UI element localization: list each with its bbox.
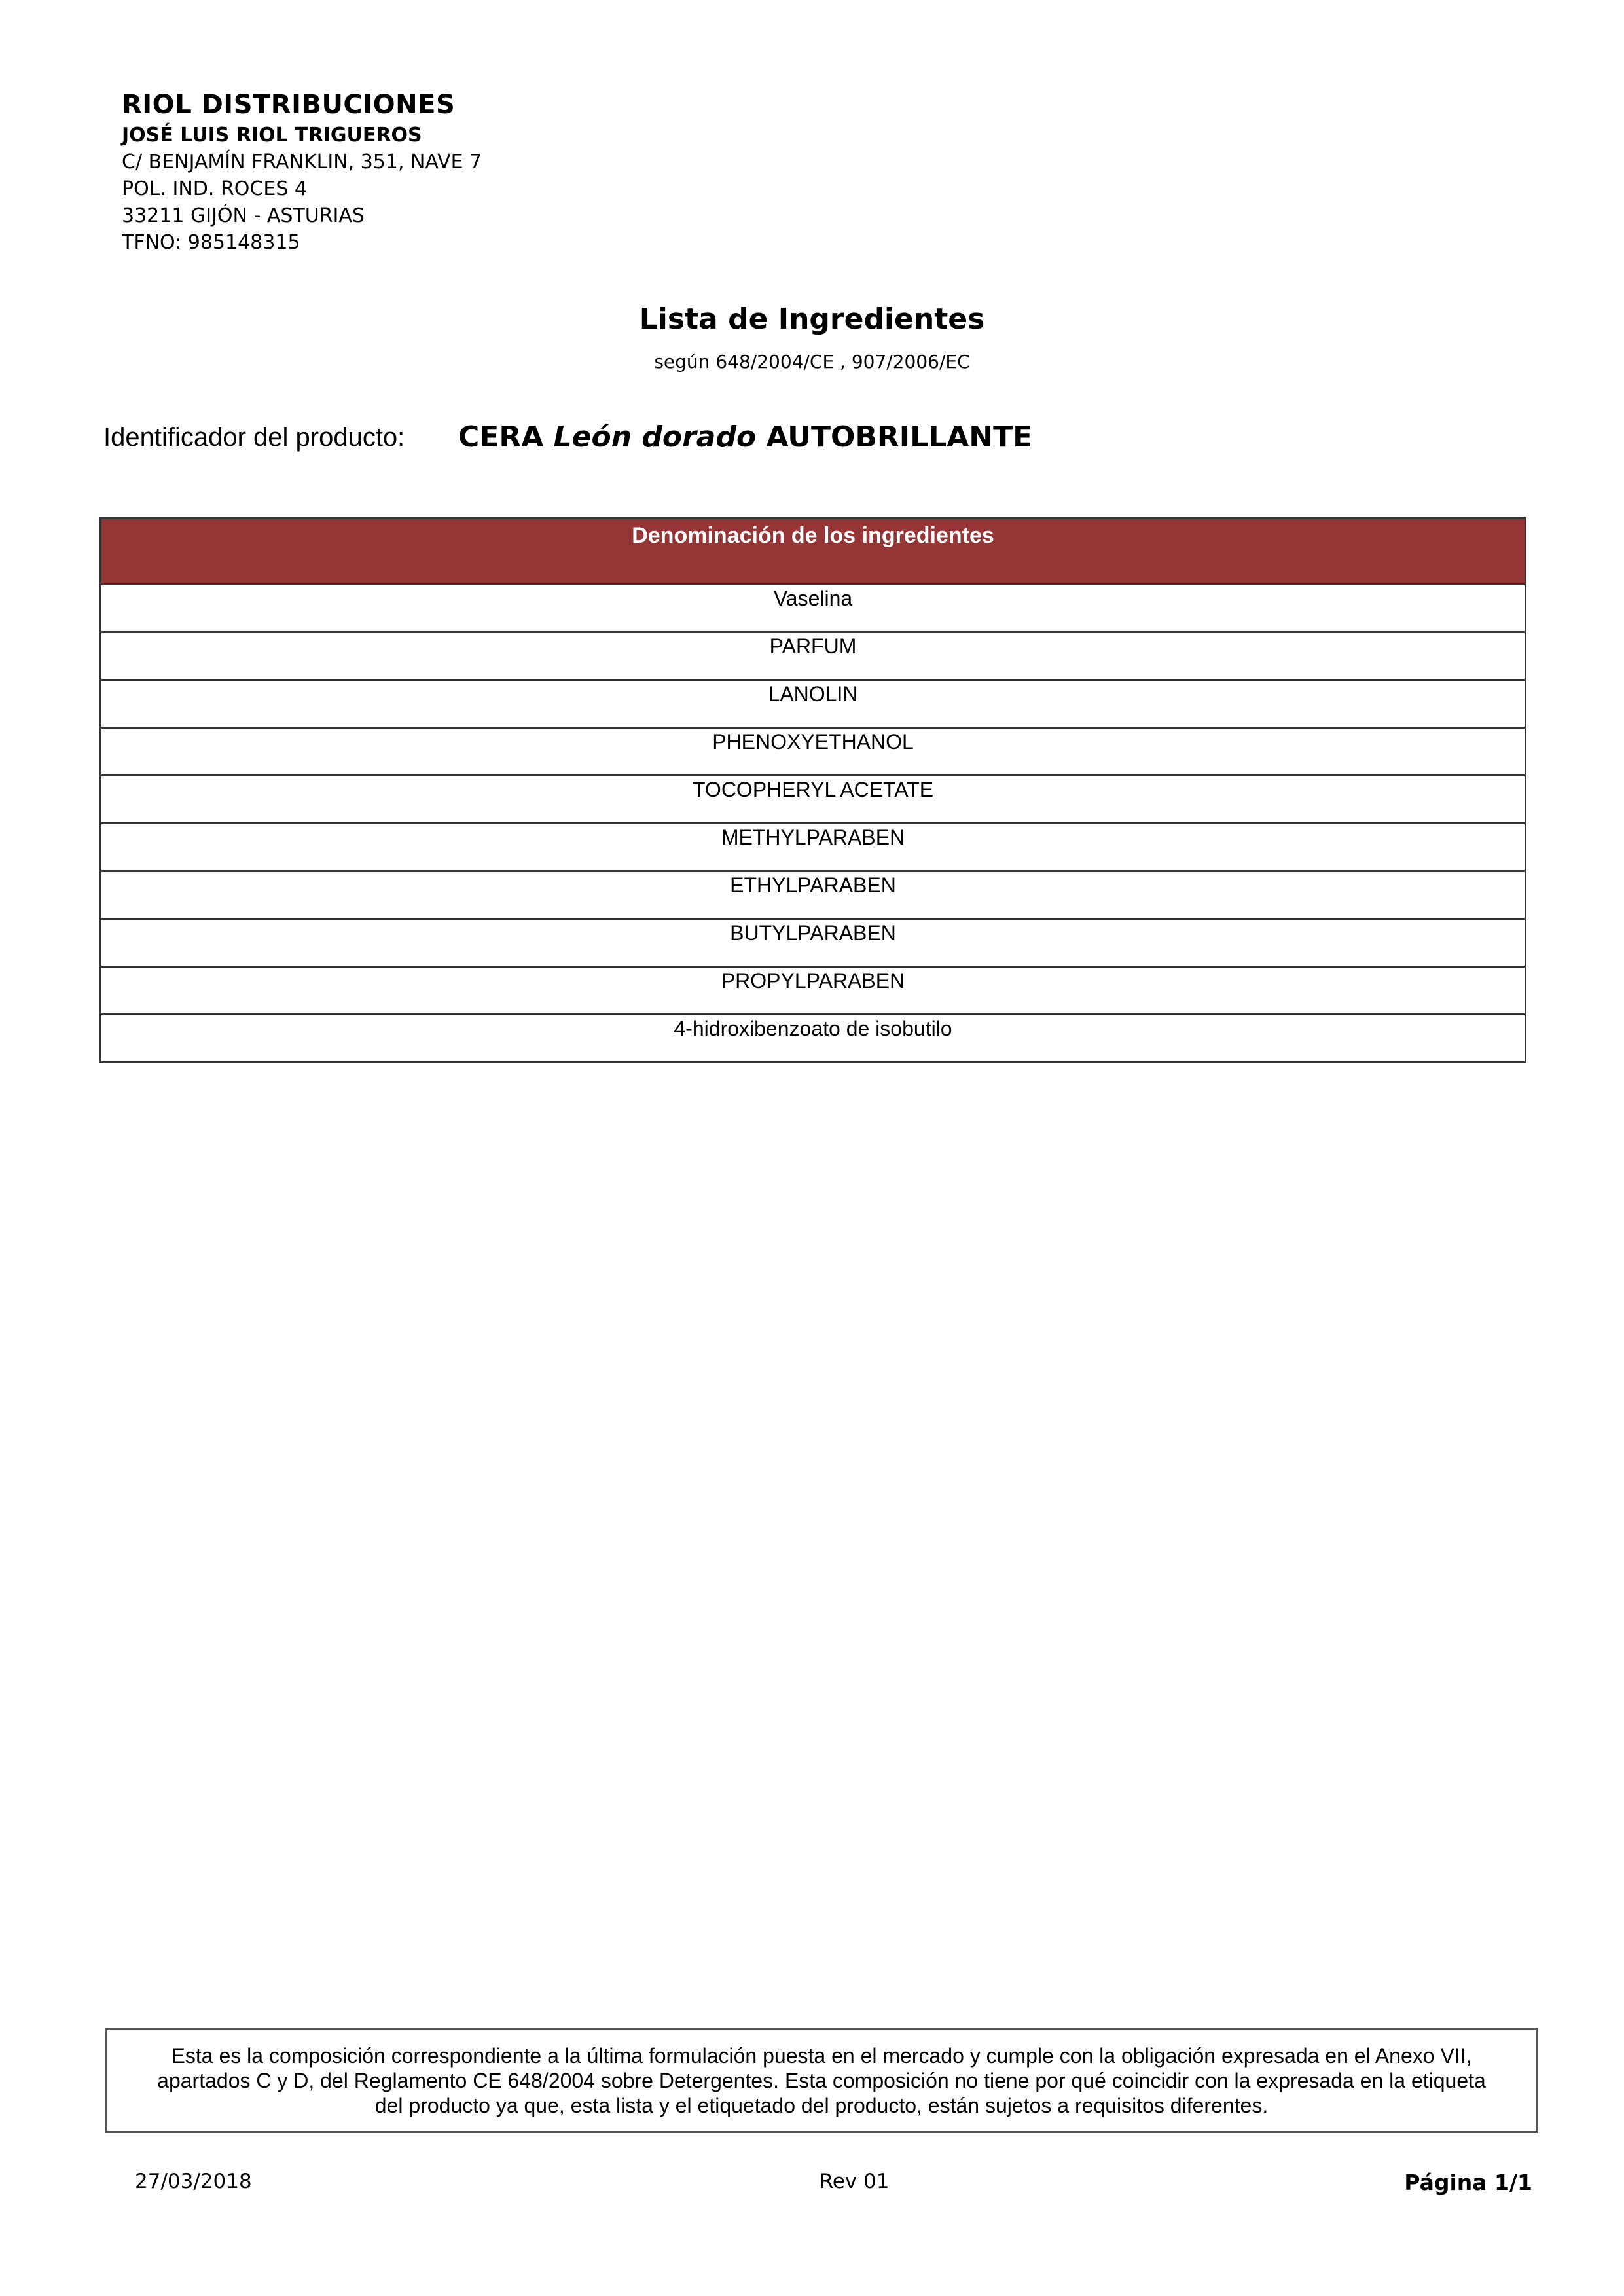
phone-line: TFNO: 985148315 — [122, 231, 300, 254]
product-name — [458, 420, 1032, 454]
revision-label: Rev 01 — [819, 2170, 890, 2193]
address-line: 33211 GIJÓN - ASTURIAS — [122, 204, 365, 227]
table-row — [101, 680, 1526, 728]
table-row — [101, 824, 1526, 871]
ingredients-table — [99, 517, 1526, 1063]
ingredients-header: Denominación de los ingredientes — [101, 519, 1526, 585]
ingredient-cell: PHENOXYETHANOL — [101, 728, 1526, 776]
address-line: C/ BENJAMÍN FRANKLIN, 351, NAVE 7 — [122, 151, 482, 173]
document-date: 27/03/2018 — [135, 2170, 252, 2193]
address-line: POL. IND. ROCES 4 — [122, 177, 307, 200]
table-row — [101, 776, 1526, 824]
company-block — [122, 92, 482, 253]
company-owner: JOSÉ LUIS RIOL TRIGUEROS — [122, 124, 422, 147]
ingredient-cell: PROPYLPARABEN — [101, 967, 1526, 1015]
product-name-prefix: CERA — [458, 420, 544, 454]
disclaimer-line: apartados C y D, del Reglamento CE 648/2004 sobre Detergentes. Esta composición no tiene por qué coincidir con la expresada en la etiqueta — [157, 2069, 1486, 2092]
table-row — [101, 1015, 1526, 1063]
table-row — [101, 585, 1526, 632]
ingredient-cell: TOCOPHERYL ACETATE — [101, 776, 1526, 824]
ingredient-cell: BUTYLPARABEN — [101, 919, 1526, 967]
disclaimer-line: del producto ya que, esta lista y el etiquetado del producto, están sujetos a requisitos diferentes. — [374, 2094, 1269, 2117]
ingredient-cell: METHYLPARABEN — [101, 824, 1526, 871]
ingredient-cell: LANOLIN — [101, 680, 1526, 728]
document-subtitle: según 648/2004/CE , 907/2006/EC — [654, 351, 970, 373]
page-number: Página 1/1 — [1404, 2170, 1532, 2195]
ingredient-cell: Vaselina — [101, 585, 1526, 632]
product-name-suffix: AUTOBRILLANTE — [766, 420, 1033, 454]
product-name-italic: León dorado — [553, 420, 757, 454]
ingredient-cell: 4-hidroxibenzoato de isobutilo — [101, 1015, 1526, 1063]
company-name: RIOL DISTRIBUCIONES — [122, 90, 456, 120]
ingredients-header-row — [101, 519, 1526, 585]
table-row — [101, 871, 1526, 919]
table-row — [101, 728, 1526, 776]
ingredient-cell: ETHYLPARABEN — [101, 871, 1526, 919]
table-row — [101, 632, 1526, 680]
product-identifier-label: Identificador del producto: — [103, 423, 405, 452]
ingredient-cell: PARFUM — [101, 632, 1526, 680]
disclaimer-line: Esta es la composición correspondiente a la última formulación puesta en el mercado y cumple con la obligación expresada en el Anexo VII, — [171, 2044, 1472, 2068]
table-row — [101, 967, 1526, 1015]
document-title: Lista de Ingredientes — [639, 302, 985, 336]
table-row — [101, 919, 1526, 967]
composition-disclaimer — [105, 2028, 1538, 2133]
